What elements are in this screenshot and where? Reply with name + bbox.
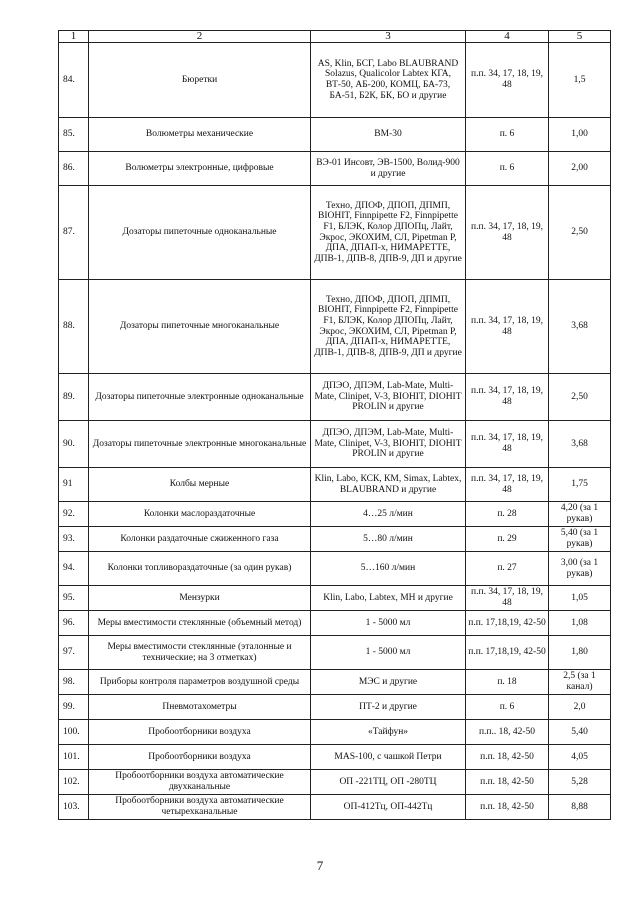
item-clauses: п. 6 xyxy=(466,152,549,186)
item-name: Дозаторы пипеточные электронные многоканальные xyxy=(89,421,311,468)
item-price: 2,5 (за 1 канал) xyxy=(549,670,611,695)
item-price: 2,00 xyxy=(549,152,611,186)
item-models: ВМ-30 xyxy=(311,118,466,152)
table-row xyxy=(59,118,611,152)
item-clauses: п.п. 34, 17, 18, 19, 48 xyxy=(466,186,549,280)
item-name: Пневмотахометры xyxy=(89,695,311,720)
item-models: ВЭ-01 Инсовт, ЭВ-1500, Волид-900 и другие xyxy=(311,152,466,186)
item-name: Меры вместимости стеклянные (эталонные и технические; на 3 отметках) xyxy=(89,636,311,670)
item-name: Дозаторы пипеточные электронные одноканальные xyxy=(89,374,311,421)
item-name: Дозаторы пипеточные одноканальные xyxy=(89,186,311,280)
item-models: ПТ-2 и другие xyxy=(311,695,466,720)
item-models: AS, Klin, БСГ, Labo BLAUBRAND Solazus, Qualicolor Labtex КГА, ВТ-50, АБ-200, КОМЦ, БА-73, БА-51, Б2К, БК, БО и другие xyxy=(311,43,466,118)
item-models: 5…160 л/мин xyxy=(311,552,466,586)
row-number: 98. xyxy=(59,670,89,695)
item-clauses: п.п. 18, 42-50 xyxy=(466,745,549,770)
price-table xyxy=(58,30,611,820)
table-row xyxy=(59,374,611,421)
header-cell-5: 5 xyxy=(549,31,611,43)
row-number: 96. xyxy=(59,611,89,636)
table-row xyxy=(59,770,611,795)
item-name: Пробоотборники воздуха xyxy=(89,745,311,770)
header-cell-4: 4 xyxy=(466,31,549,43)
item-price: 5,40 xyxy=(549,720,611,745)
row-number: 90. xyxy=(59,421,89,468)
item-models: МЭС и другие xyxy=(311,670,466,695)
row-number: 89. xyxy=(59,374,89,421)
row-number: 94. xyxy=(59,552,89,586)
item-price: 5,28 xyxy=(549,770,611,795)
item-models: Техно, ДПОФ, ДПОП, ДПМП, BIOHIT, Finnpipette F2, Finnpipette F1, БЛЭК, Колор ДПОПц, Лайт, Экрос, ЭКОХИМ, СЛ, Pipetman P, ДПА, ДПАП-х, НИМАРЕТТЕ, ДПВ-1, ДПВ-8, ДПВ-9, ДП и другие xyxy=(311,280,466,374)
table-row xyxy=(59,152,611,186)
item-price: 1,05 xyxy=(549,586,611,611)
item-name: Колонки топливораздаточные (за один рукав) xyxy=(89,552,311,586)
row-number: 103. xyxy=(59,795,89,820)
item-price: 1,00 xyxy=(549,118,611,152)
item-models: 4…25 л/мин xyxy=(311,502,466,527)
table-row xyxy=(59,421,611,468)
item-clauses: п. 28 xyxy=(466,502,549,527)
item-clauses: п.п. 34, 17, 18, 19, 48 xyxy=(466,421,549,468)
item-price: 2,50 xyxy=(549,186,611,280)
item-models: 5…80 л/мин xyxy=(311,527,466,552)
table-row xyxy=(59,527,611,552)
item-name: Волюметры электронные, цифровые xyxy=(89,152,311,186)
header-row xyxy=(59,31,611,43)
table-row xyxy=(59,611,611,636)
item-models: ОП-412Тц, ОП-442Тц xyxy=(311,795,466,820)
row-number: 88. xyxy=(59,280,89,374)
item-price: 2,50 xyxy=(549,374,611,421)
row-number: 101. xyxy=(59,745,89,770)
item-name: Бюретки xyxy=(89,43,311,118)
item-clauses: п. 29 xyxy=(466,527,549,552)
item-price: 3,00 (за 1 рукав) xyxy=(549,552,611,586)
item-clauses: п.п. 34, 17, 18, 19, 48 xyxy=(466,280,549,374)
item-clauses: п.п. 17,18,19, 42-50 xyxy=(466,636,549,670)
item-models: ДПЭО, ДПЭМ, Lab-Mate, Multi-Mate, Clinipet, V-3, BIOHIT, DIOHIT PROLIN и другие xyxy=(311,421,466,468)
header-cell-2: 2 xyxy=(89,31,311,43)
item-name: Колонки маслораздаточные xyxy=(89,502,311,527)
table-row xyxy=(59,670,611,695)
item-name: Мензурки xyxy=(89,586,311,611)
item-models: ОП -221ТЦ, ОП -280ТЦ xyxy=(311,770,466,795)
table-row xyxy=(59,636,611,670)
item-clauses: п.п. 17,18,19, 42-50 xyxy=(466,611,549,636)
table-row xyxy=(59,502,611,527)
table-row xyxy=(59,280,611,374)
item-name: Приборы контроля параметров воздушной среды xyxy=(89,670,311,695)
row-number: 87. xyxy=(59,186,89,280)
item-models: Klin, Labo, КСК, КМ, Simax, Labtex, BLAUBRAND и другие xyxy=(311,468,466,502)
item-price: 4,20 (за 1 рукав) xyxy=(549,502,611,527)
item-models: Klin, Labo, Labtex, МН и другие xyxy=(311,586,466,611)
item-price: 3,68 xyxy=(549,421,611,468)
item-price: 5,40 (за 1 рукав) xyxy=(549,527,611,552)
table-row xyxy=(59,745,611,770)
item-clauses: п. 27 xyxy=(466,552,549,586)
item-models: Техно, ДПОФ, ДПОП, ДПМП, BIOHIT, Finnpipette F2, Finnpipette F1, БЛЭК, Колор ДПОПц, Лайт, Экрос, ЭКОХИМ, СЛ, Pipetman P, ДПА, ДПАП-х, НИМАРЕТТЕ, ДПВ-1, ДПВ-8, ДПВ-9, ДП и другие xyxy=(311,186,466,280)
item-price: 1,75 xyxy=(549,468,611,502)
item-price: 1,80 xyxy=(549,636,611,670)
item-name: Колбы мерные xyxy=(89,468,311,502)
row-number: 100. xyxy=(59,720,89,745)
table-row xyxy=(59,468,611,502)
item-models: «Тайфун» xyxy=(311,720,466,745)
item-clauses: п. 6 xyxy=(466,118,549,152)
item-name: Дозаторы пипеточные многоканальные xyxy=(89,280,311,374)
table-row xyxy=(59,695,611,720)
row-number: 102. xyxy=(59,770,89,795)
row-number: 91 xyxy=(59,468,89,502)
item-name: Волюметры механические xyxy=(89,118,311,152)
item-clauses: п.п. 34, 17, 18, 19, 48 xyxy=(466,586,549,611)
page-number: 7 xyxy=(316,858,324,873)
item-models: 1 - 5000 мл xyxy=(311,611,466,636)
header-cell-3: 3 xyxy=(311,31,466,43)
item-clauses: п.п. 34, 17, 18, 19, 48 xyxy=(466,374,549,421)
row-number: 84. xyxy=(59,43,89,118)
item-models: ДПЭО, ДПЭМ, Lab-Mate, Multi-Mate, Clinipet, V-3, BIOHIT, DIOHIT PROLIN и другие xyxy=(311,374,466,421)
row-number: 95. xyxy=(59,586,89,611)
item-name: Пробоотборники воздуха автоматические двухканальные xyxy=(89,770,311,795)
item-name: Пробоотборники воздуха автоматические четырехканальные xyxy=(89,795,311,820)
table-row xyxy=(59,186,611,280)
item-clauses: п.п. 34, 17, 18, 19, 48 xyxy=(466,43,549,118)
item-clauses: п.п.. 18, 42-50 xyxy=(466,720,549,745)
item-price: 8,88 xyxy=(549,795,611,820)
item-price: 1,08 xyxy=(549,611,611,636)
item-models: MAS-100, с чашкой Петри xyxy=(311,745,466,770)
table-row xyxy=(59,586,611,611)
row-number: 86. xyxy=(59,152,89,186)
item-price: 3,68 xyxy=(549,280,611,374)
table-row xyxy=(59,795,611,820)
item-clauses: п. 18 xyxy=(466,670,549,695)
item-clauses: п.п. 18, 42-50 xyxy=(466,770,549,795)
item-models: 1 - 5000 мл xyxy=(311,636,466,670)
price-table-page xyxy=(58,30,610,820)
table-row xyxy=(59,720,611,745)
item-clauses: п. 6 xyxy=(466,695,549,720)
item-clauses: п.п. 34, 17, 18, 19, 48 xyxy=(466,468,549,502)
row-number: 99. xyxy=(59,695,89,720)
item-price: 4,05 xyxy=(549,745,611,770)
item-clauses: п.п. 18, 42-50 xyxy=(466,795,549,820)
table-row xyxy=(59,552,611,586)
item-price: 2,0 xyxy=(549,695,611,720)
row-number: 85. xyxy=(59,118,89,152)
item-name: Пробоотборники воздуха xyxy=(89,720,311,745)
item-name: Меры вместимости стеклянные (объемный метод) xyxy=(89,611,311,636)
table-row xyxy=(59,43,611,118)
header-cell-1: 1 xyxy=(59,31,89,43)
item-price: 1,5 xyxy=(549,43,611,118)
row-number: 92. xyxy=(59,502,89,527)
row-number: 93. xyxy=(59,527,89,552)
row-number: 97. xyxy=(59,636,89,670)
item-name: Колонки раздаточные сжиженного газа xyxy=(89,527,311,552)
